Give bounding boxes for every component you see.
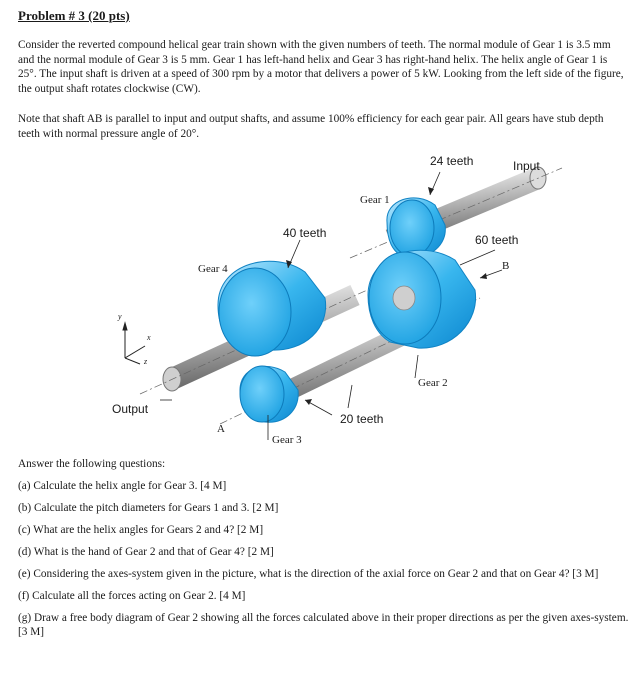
question-c: (c) What are the helix angles for Gears 2 and 4? [2 M] <box>18 524 264 536</box>
question-a: (a) Calculate the helix angle for Gear 3. [4 M] <box>18 480 227 492</box>
label-gear-4: Gear 4 <box>198 263 228 275</box>
label-40-teeth: 40 teeth <box>283 226 327 240</box>
label-gear-2: Gear 2 <box>418 377 448 389</box>
questions-section <box>18 458 633 647</box>
gear-4-shape <box>218 261 326 356</box>
axis-label-y: y <box>118 312 122 321</box>
axis-label-z: z <box>144 357 148 366</box>
gear-2-shape <box>368 250 476 348</box>
input-shaft <box>350 167 562 258</box>
gear-train-drawing <box>100 150 570 450</box>
label-gear-3: Gear 3 <box>272 434 302 446</box>
question-g: (g) Draw a free body diagram of Gear 2 showing all the forces calculated above in their proper directions as per the given axes-system. [3 M] <box>18 612 629 638</box>
axis-label-x: x <box>147 333 151 342</box>
question-f: (f) Calculate all the forces acting on Gear 2. [4 M] <box>18 590 246 602</box>
problem-note: Note that shaft AB is parallel to input and output shafts, and assume 100% efficiency for each gear pair. All gears have stub depth teeth with normal pressure angle of 20°. <box>18 113 604 140</box>
questions-intro: Answer the following questions: <box>18 458 166 470</box>
label-b: B <box>502 260 510 272</box>
question-e: (e) Considering the axes-system given in the picture, what is the direction of the axial force on Gear 2 and that on Gear 4? [3 M] <box>18 568 599 580</box>
axes-triad <box>123 323 148 366</box>
problem-statement: Consider the reverted compound helical gear train shown with the given numbers of teeth. The normal module of Gear 1 is 3.5 mm and the normal module of Gear 3 is 5 mm. Gear 1 has left-hand helix and Gear 3 has right-hand helix. The helix angle of Gear 1 is 25°. The input shaft is driven at a speed of 300 rpm by a motor that delivers a power of 5 kW. Looking from the left side of the figure, the output shaft rotates clockwise (CW). <box>18 39 624 95</box>
label-20-teeth: 20 teeth <box>340 412 384 426</box>
label-input: Input <box>513 159 540 173</box>
label-60-teeth: 60 teeth <box>475 233 519 247</box>
label-24-teeth: 24 teeth <box>430 154 474 168</box>
problem-title: Problem # 3 (20 pts) <box>18 8 130 23</box>
label-a: A <box>217 423 225 435</box>
label-output: Output <box>112 402 149 416</box>
label-gear-1: Gear 1 <box>360 194 390 206</box>
gear-train-figure <box>100 150 570 450</box>
gear-1-shape <box>387 198 445 258</box>
gear-3-shape <box>240 366 298 422</box>
question-d: (d) What is the hand of Gear 2 and that of Gear 4? [2 M] <box>18 546 274 558</box>
question-b: (b) Calculate the pitch diameters for Gears 1 and 3. [2 M] <box>18 502 279 514</box>
